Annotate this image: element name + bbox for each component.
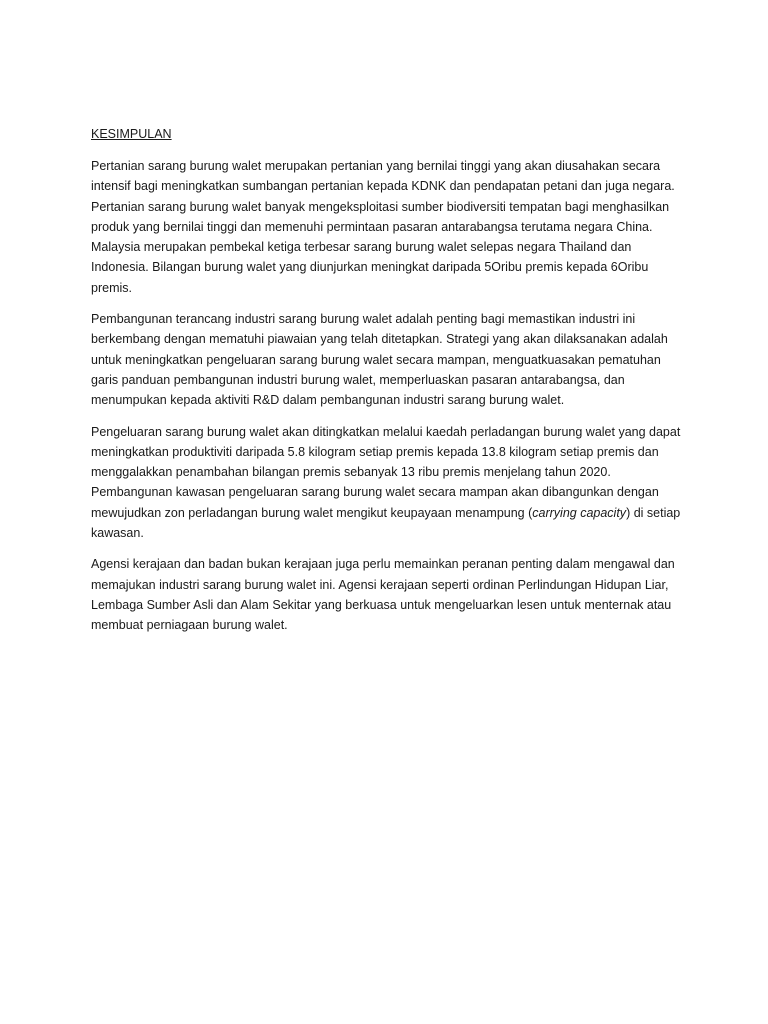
paragraph-2: Pembangunan terancang industri sarang burung walet adalah penting bagi memastikan industri ini berkembang dengan mematuhi piawaian yang telah ditetapkan. Strategi yang akan dilaksanakan adalah untuk meningkatkan pengeluaran sarang burung walet secara mampan, menguatkuasakan pematuhan garis panduan pembangunan industri burung walet, memperluaskan pasaran antarabangsa, dan menumpukan kepada aktiviti R&D dalam pembangunan industri sarang burung walet. — [91, 312, 668, 408]
paragraph-3-text-before: Pengeluaran sarang burung walet akan ditingkatkan melalui kaedah perladangan burung walet yang dapat meningkatkan produktiviti daripada 5.8 kilogram setiap premis kepada 13.8 kilogram setiap premis dan menggalakkan penambahan bilangan premis sebanyak 13 ribu premis menjelang tahun 2020. Pembangunan kawasan pengeluaran sarang burung walet secara mampan akan dibangunkan dengan mewujudkan zon perladangan burung walet mengikut keupayaan menampung ( — [91, 424, 681, 520]
paragraph-3-italic-term: carrying capacity — [532, 505, 627, 520]
paragraph-3-text-after: ) di setiap kawasan. — [91, 505, 681, 541]
paragraph-3 — [91, 422, 691, 544]
document-page — [91, 124, 691, 647]
paragraph-4: Agensi kerajaan dan badan bukan kerajaan juga perlu memainkan peranan penting dalam mengawal dan memajukan industri sarang burung walet ini. Agensi kerajaan seperti ordinan Perlindungan Hidupan Liar, Lembaga Sumber Asli dan Alam Sekitar yang berkuasa untuk mengeluarkan lesen untuk menternak atau membuat perniagaan burung walet. — [91, 557, 675, 633]
paragraph-1: Pertanian sarang burung walet merupakan pertanian yang bernilai tinggi yang akan diusahakan secara intensif bagi meningkatkan sumbangan pertanian kepada KDNK dan pendapatan petani dan juga negara. Pertanian sarang burung walet banyak mengeksploitasi sumber biodiversiti tempatan bagi menghasilkan produk yang bernilai tinggi dan memenuhi permintaan pasaran antarabangsa terutama negara China. Malaysia merupakan pembekal ketiga terbesar sarang burung walet selepas negara Thailand dan Indonesia. Bilangan burung walet yang diunjurkan meningkat daripada 5Oribu premis kepada 6Oribu premis. — [91, 159, 675, 295]
document-heading: KESIMPULAN — [91, 127, 172, 141]
